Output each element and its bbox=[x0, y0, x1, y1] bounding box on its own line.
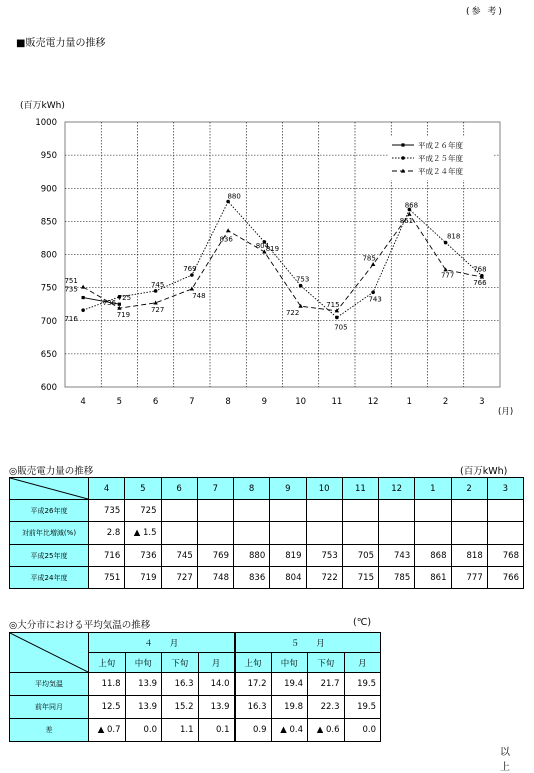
value-cell bbox=[487, 500, 523, 522]
data-label: 748 bbox=[192, 291, 206, 300]
value-cell bbox=[451, 500, 487, 522]
data-label: 716 bbox=[64, 315, 78, 324]
sales-row bbox=[10, 500, 524, 522]
data-label: 743 bbox=[368, 295, 382, 304]
sales-row bbox=[10, 545, 524, 567]
x-tick-label: 6 bbox=[152, 397, 159, 407]
value-cell: 748 bbox=[197, 567, 233, 589]
sales-line-chart bbox=[0, 110, 534, 420]
value-cell bbox=[342, 500, 378, 522]
x-axis-label: (月) bbox=[498, 407, 514, 417]
value-cell: 21.7 bbox=[308, 673, 345, 696]
month-header: 3 bbox=[487, 478, 523, 500]
value-cell: 769 bbox=[197, 545, 233, 567]
series-point bbox=[154, 289, 158, 293]
y-tick-label: 650 bbox=[40, 349, 57, 360]
value-cell: 16.3 bbox=[235, 696, 272, 719]
value-cell: 705 bbox=[342, 545, 378, 567]
month-header: 6 bbox=[161, 478, 197, 500]
value-cell: 836 bbox=[234, 567, 270, 589]
legend-marker bbox=[401, 143, 404, 146]
value-cell: 2.8 bbox=[89, 522, 125, 545]
value-cell bbox=[161, 500, 197, 522]
value-cell: 12.5 bbox=[89, 696, 126, 719]
value-cell bbox=[197, 522, 233, 545]
data-label: 769 bbox=[183, 265, 197, 274]
temperature-table bbox=[9, 632, 381, 742]
value-cell: 818 bbox=[451, 545, 487, 567]
temp-group-row bbox=[10, 633, 381, 653]
temp-row bbox=[10, 673, 381, 696]
x-tick-label: 8 bbox=[225, 397, 231, 407]
data-label: 861 bbox=[399, 217, 414, 226]
value-cell: 735 bbox=[89, 500, 125, 522]
data-label: 804 bbox=[255, 241, 270, 250]
value-cell: 1.1 bbox=[162, 719, 199, 742]
series-point bbox=[190, 273, 194, 277]
value-cell: 17.2 bbox=[235, 673, 272, 696]
x-tick-label: 3 bbox=[479, 397, 485, 407]
month-group-header: ５ 月 bbox=[235, 633, 381, 653]
sales-row bbox=[10, 522, 524, 545]
data-label: 736 bbox=[102, 298, 117, 307]
value-cell: 19.8 bbox=[271, 696, 308, 719]
y-tick-label: 900 bbox=[40, 184, 57, 195]
month-header: 4 bbox=[89, 478, 125, 500]
month-header: 9 bbox=[270, 478, 306, 500]
value-cell bbox=[379, 500, 415, 522]
x-tick-label: 2 bbox=[442, 397, 449, 407]
value-cell: ▲ 1.5 bbox=[125, 522, 161, 545]
x-tick-label: 11 bbox=[331, 397, 343, 407]
value-cell bbox=[161, 522, 197, 545]
reference-note: (参 考) bbox=[466, 7, 504, 17]
value-cell: ▲ 0.6 bbox=[308, 719, 345, 742]
x-tick-label: 1 bbox=[406, 397, 413, 407]
data-label: 836 bbox=[219, 235, 233, 244]
value-cell bbox=[306, 522, 342, 545]
value-cell: 14.0 bbox=[198, 673, 235, 696]
data-label: 777 bbox=[440, 271, 455, 280]
y-tick-label: 700 bbox=[40, 316, 57, 327]
period-header: 上旬 bbox=[235, 653, 272, 673]
x-tick-label: 7 bbox=[189, 397, 195, 407]
series-point bbox=[82, 296, 85, 299]
value-cell: 751 bbox=[89, 567, 125, 589]
temp-corner-cell bbox=[10, 633, 89, 673]
value-cell: 766 bbox=[487, 567, 523, 589]
value-cell: 0.1 bbox=[198, 719, 235, 742]
legend-label: 平成２５年度 bbox=[418, 154, 463, 163]
month-header: 8 bbox=[234, 478, 270, 500]
legend-label: 平成２４年度 bbox=[418, 167, 463, 176]
value-cell bbox=[342, 522, 378, 545]
sales-table-title: ◎販売電力量の推移 bbox=[9, 466, 94, 477]
x-tick-label: 9 bbox=[261, 397, 268, 407]
temperature-table-unit: (℃) bbox=[353, 617, 372, 628]
value-cell: 785 bbox=[379, 567, 415, 589]
value-cell: 719 bbox=[125, 567, 161, 589]
data-label: 719 bbox=[116, 311, 131, 320]
value-cell: ▲ 0.4 bbox=[271, 719, 308, 742]
period-header: 上旬 bbox=[89, 653, 126, 673]
month-group-header: ４ 月 bbox=[89, 633, 235, 653]
value-cell: 727 bbox=[161, 567, 197, 589]
month-header: 2 bbox=[451, 478, 487, 500]
value-cell bbox=[234, 500, 270, 522]
row-label: 平成25年度 bbox=[10, 545, 89, 567]
value-cell bbox=[270, 500, 306, 522]
data-label: 880 bbox=[227, 192, 241, 201]
period-header: 月 bbox=[198, 653, 235, 673]
y-tick-label: 800 bbox=[40, 250, 57, 261]
series-point bbox=[371, 290, 375, 294]
month-header: 10 bbox=[306, 478, 342, 500]
series-point bbox=[335, 316, 339, 320]
series-point bbox=[299, 284, 303, 288]
y-tick-label: 600 bbox=[40, 383, 57, 393]
row-label: 平均気温 bbox=[10, 673, 89, 696]
legend-label: 平成２６年度 bbox=[418, 141, 463, 150]
month-header: 11 bbox=[342, 478, 378, 500]
value-cell bbox=[379, 522, 415, 545]
value-cell: 736 bbox=[125, 545, 161, 567]
temp-row bbox=[10, 719, 381, 742]
data-label: 751 bbox=[64, 276, 78, 285]
value-cell: 13.9 bbox=[198, 696, 235, 719]
value-cell bbox=[487, 522, 523, 545]
value-cell bbox=[415, 500, 451, 522]
period-header: 下旬 bbox=[162, 653, 199, 673]
data-label: 715 bbox=[326, 300, 340, 309]
value-cell: 743 bbox=[379, 545, 415, 567]
data-label: 705 bbox=[334, 323, 348, 332]
legend-marker bbox=[401, 156, 405, 160]
data-label: 785 bbox=[362, 254, 376, 263]
value-cell: ▲ 0.7 bbox=[89, 719, 126, 742]
value-cell: 13.9 bbox=[125, 673, 162, 696]
data-label: 725 bbox=[117, 294, 132, 303]
row-label: 平成26年度 bbox=[10, 500, 89, 522]
value-cell: 819 bbox=[270, 545, 306, 567]
period-header: 月 bbox=[344, 653, 381, 673]
series-point bbox=[118, 303, 121, 306]
data-label: 745 bbox=[150, 280, 165, 289]
row-label: 平成24年度 bbox=[10, 567, 89, 589]
sales-table bbox=[9, 477, 524, 589]
value-cell: 868 bbox=[415, 545, 451, 567]
value-cell: 768 bbox=[487, 545, 523, 567]
value-cell: 715 bbox=[342, 567, 378, 589]
value-cell: 19.5 bbox=[344, 696, 381, 719]
sales-row bbox=[10, 567, 524, 589]
y-tick-label: 750 bbox=[40, 283, 57, 294]
value-cell: 880 bbox=[234, 545, 270, 567]
value-cell: 19.5 bbox=[344, 673, 381, 696]
period-header: 下旬 bbox=[308, 653, 345, 673]
data-label: 735 bbox=[64, 285, 78, 294]
data-label: 727 bbox=[150, 305, 165, 314]
x-tick-label: 12 bbox=[367, 397, 379, 407]
data-label: 818 bbox=[446, 232, 461, 241]
data-label: 768 bbox=[473, 265, 487, 274]
value-cell: 0.0 bbox=[125, 719, 162, 742]
data-label: 766 bbox=[473, 279, 487, 288]
value-cell: 15.2 bbox=[162, 696, 199, 719]
data-label: 819 bbox=[265, 244, 280, 253]
value-cell: 716 bbox=[89, 545, 125, 567]
value-cell: 19.4 bbox=[271, 673, 308, 696]
data-label: 722 bbox=[285, 309, 300, 318]
period-header: 中旬 bbox=[271, 653, 308, 673]
value-cell bbox=[234, 522, 270, 545]
temp-row bbox=[10, 696, 381, 719]
value-cell bbox=[306, 500, 342, 522]
value-cell bbox=[451, 522, 487, 545]
data-label: 868 bbox=[404, 201, 419, 210]
value-cell: 753 bbox=[306, 545, 342, 567]
section-title: ■販売電力量の推移 bbox=[16, 38, 106, 49]
row-label: 差 bbox=[10, 719, 89, 742]
x-tick-label: 4 bbox=[80, 397, 86, 407]
data-label: 753 bbox=[295, 275, 310, 284]
value-cell bbox=[270, 522, 306, 545]
series-point bbox=[81, 308, 85, 312]
value-cell: 11.8 bbox=[89, 673, 126, 696]
value-cell bbox=[197, 500, 233, 522]
value-cell: 804 bbox=[270, 567, 306, 589]
closing-note: 以 上 bbox=[500, 747, 516, 773]
month-header: 5 bbox=[125, 478, 161, 500]
value-cell: 777 bbox=[451, 567, 487, 589]
y-tick-label: 850 bbox=[40, 217, 57, 228]
month-header: 12 bbox=[379, 478, 415, 500]
value-cell: 722 bbox=[306, 567, 342, 589]
x-tick-label: 5 bbox=[116, 397, 123, 407]
temperature-table-title: ◎大分市における平均気温の推移 bbox=[9, 620, 151, 631]
row-label: 対前年比増減(%) bbox=[10, 522, 89, 545]
series-point bbox=[444, 241, 448, 245]
value-cell: 13.9 bbox=[125, 696, 162, 719]
value-cell: 22.3 bbox=[308, 696, 345, 719]
value-cell: 745 bbox=[161, 545, 197, 567]
x-tick-label: 10 bbox=[295, 397, 307, 407]
sales-header-row bbox=[10, 478, 524, 500]
y-tick-label: 1000 bbox=[35, 118, 57, 128]
value-cell: 0.0 bbox=[344, 719, 381, 742]
value-cell bbox=[415, 522, 451, 545]
row-label: 前年同月 bbox=[10, 696, 89, 719]
sales-corner-cell bbox=[10, 478, 89, 500]
value-cell: 0.9 bbox=[235, 719, 272, 742]
value-cell: 861 bbox=[415, 567, 451, 589]
month-header: 7 bbox=[197, 478, 233, 500]
y-tick-label: 950 bbox=[40, 151, 57, 162]
period-header: 中旬 bbox=[125, 653, 162, 673]
value-cell: 725 bbox=[125, 500, 161, 522]
chart-y-unit: (百万kWh) bbox=[20, 101, 65, 111]
value-cell: 16.3 bbox=[162, 673, 199, 696]
month-header: 1 bbox=[415, 478, 451, 500]
sales-table-unit: (百万kWh) bbox=[460, 466, 508, 477]
